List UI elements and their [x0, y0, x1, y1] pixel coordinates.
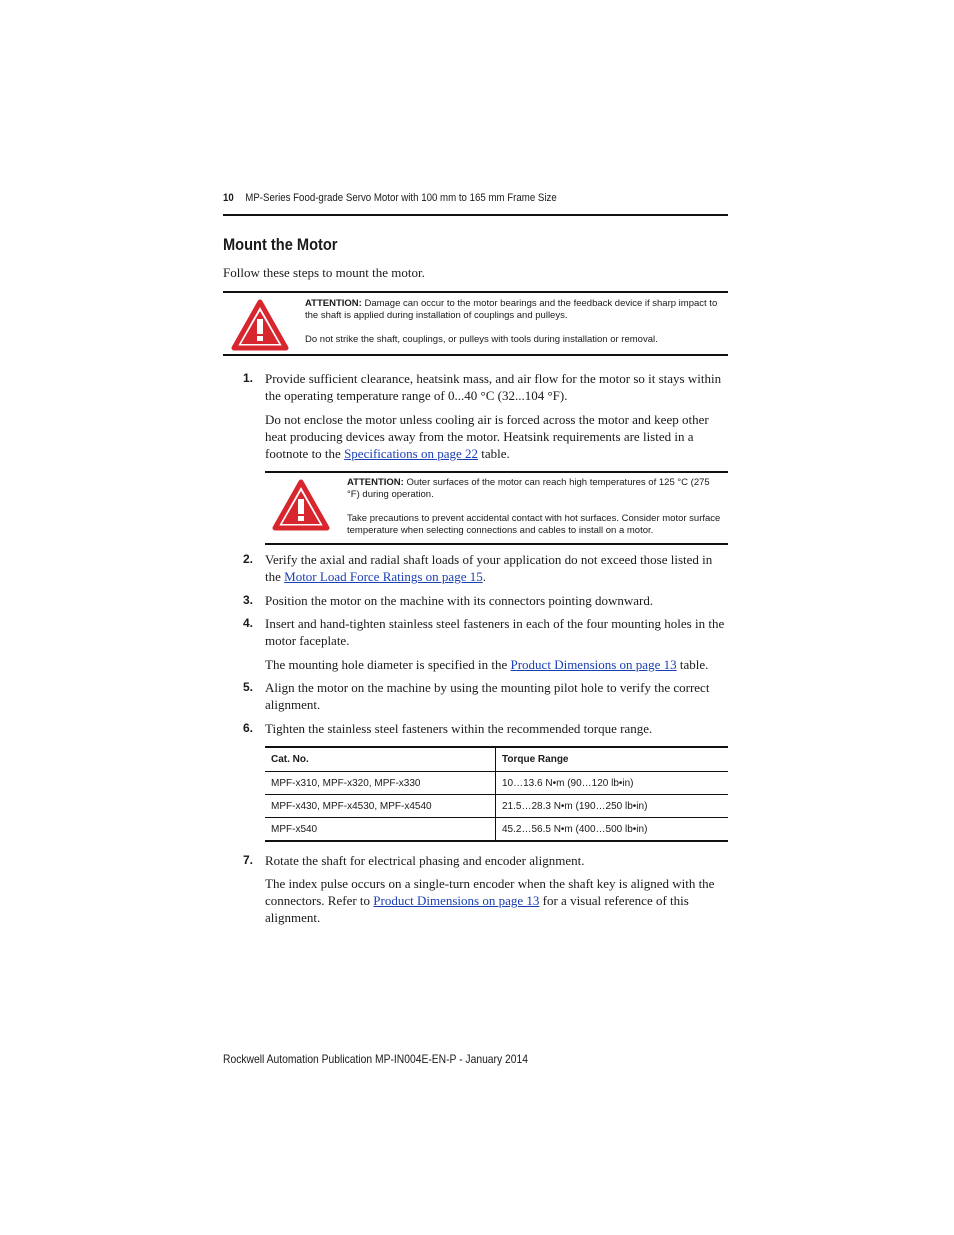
cat-no-cell: MPF-x430, MPF-x4530, MPF-x4540 [265, 795, 496, 818]
torque-range-cell: 10…13.6 N•m (90…120 lb•in) [502, 777, 634, 789]
attention-label: ATTENTION: [305, 298, 362, 309]
table-row [265, 772, 728, 795]
table-row [265, 818, 728, 842]
step-number: 6. [243, 721, 254, 735]
section-title: Mount the Motor [223, 235, 338, 254]
step-text-end: . [482, 569, 486, 584]
step-number: 4. [243, 616, 254, 630]
product-dimensions-link[interactable]: Product Dimensions on page 13 [510, 657, 677, 672]
attention-box-hot-surface [265, 471, 728, 545]
step-number: 2. [243, 552, 254, 566]
step-number: 1. [243, 371, 254, 385]
attention-message: Damage can occur to the motor bearings and the feedback device if sharp impact to the shaft is applied during installation of couplings and pulleys. [305, 298, 718, 321]
running-header [223, 192, 667, 204]
step-text-start: Verify the axial and radial shaft loads of your application do not exceed those listed in the [265, 552, 713, 584]
step-text: Provide sufficient clearance, heatsink mass, and air flow for the motor so it stays within the operating temperature range of 0...40 °C (32...104 °F). [265, 371, 722, 403]
product-dimensions-link[interactable]: Product Dimensions on page 13 [373, 893, 540, 908]
note-text: The index pulse occurs on a single-turn encoder when the shaft key is aligned with the connectors. Refer to [265, 876, 715, 908]
step-text: Rotate the shaft for electrical phasing and encoder alignment. [265, 853, 585, 868]
attention-text [347, 477, 725, 537]
attention-instruction: Take precautions to prevent accidental contact with hot surfaces. Consider motor surface temperature when selecting connections and cables to install on a motor. [347, 513, 721, 536]
cat-no-cell: MPF-x310, MPF-x320, MPF-x330 [265, 772, 496, 795]
header-rule [223, 214, 728, 216]
torque-range-cell: 21.5…28.3 N•m (190…250 lb•in) [502, 800, 648, 812]
step-text: Position the motor on the machine with its connectors pointing downward. [265, 593, 654, 608]
step-7-note [265, 875, 729, 926]
step-text: Tighten the stainless steel fasteners within the recommended torque range. [265, 721, 653, 736]
warning-triangle-icon [231, 299, 289, 351]
table-header-row [265, 747, 728, 772]
column-header: Cat. No. [265, 747, 496, 772]
attention-label: ATTENTION: [347, 477, 404, 488]
note-text: Do not enclose the motor unless cooling air is forced across the motor and keep other heat producing devices away from the motor. Heatsink requirements are listed in a footnote to the [265, 412, 709, 461]
specifications-link[interactable]: Specifications on page 22 [344, 446, 479, 461]
step-text: Align the motor on the machine by using the mounting pilot hole to verify the correct alignment. [265, 680, 710, 712]
torque-range-cell: 45.2…56.5 N•m (400…500 lb•in) [502, 823, 648, 835]
intro-text: Follow these steps to mount the motor. [223, 265, 425, 280]
attention-box-impact [223, 291, 728, 356]
torque-table [265, 746, 728, 842]
attention-text [305, 298, 725, 346]
step-number: 5. [243, 680, 254, 694]
note-text-end: table. [478, 446, 510, 461]
warning-triangle-icon [272, 479, 330, 531]
note-text-end: table. [676, 657, 709, 672]
attention-message: Outer surfaces of the motor can reach high temperatures of 125 °C (275 °F) during operation. [347, 477, 710, 500]
step-4-note [265, 656, 729, 673]
note-text-end: for a visual reference of this alignment. [265, 893, 689, 925]
note-text: The mounting hole diameter is specified in the [265, 657, 511, 672]
step-number: 3. [243, 593, 254, 607]
table-row [265, 795, 728, 818]
motor-load-force-link[interactable]: Motor Load Force Ratings on page 15 [284, 569, 483, 584]
page-number: 10 [223, 192, 234, 204]
publication-footer: Rockwell Automation Publication MP-IN004E-EN-P - January 2014 [223, 1052, 528, 1066]
step-number: 7. [243, 853, 254, 867]
column-header: Torque Range [502, 754, 569, 765]
attention-instruction: Do not strike the shaft, couplings, or pulleys with tools during installation or removal. [305, 334, 658, 345]
step-text: Insert and hand-tighten stainless steel fasteners in each of the four mounting holes in the motor faceplate. [265, 616, 725, 648]
header-title: MP-Series Food-grade Servo Motor with 100 mm to 165 mm Frame Size [245, 192, 557, 204]
cat-no-cell: MPF-x540 [265, 818, 496, 842]
step-text [265, 551, 729, 585]
step-1-note [265, 411, 729, 462]
